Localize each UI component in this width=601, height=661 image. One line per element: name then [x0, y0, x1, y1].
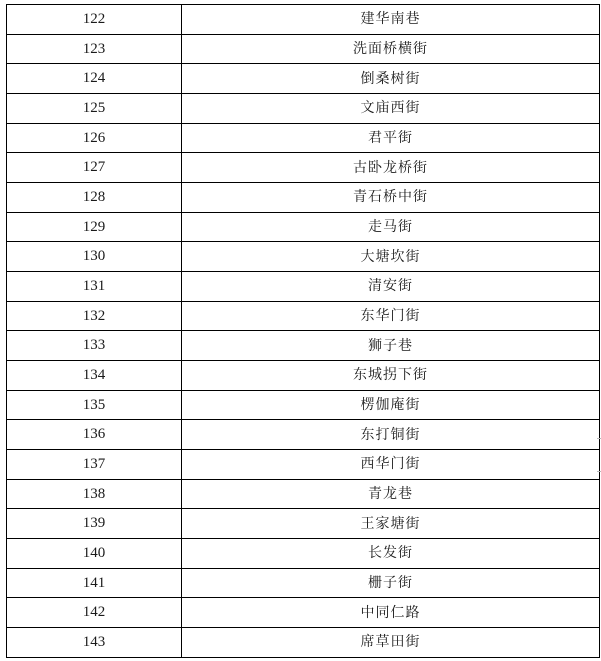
street-name-cell: 东打铜街: [182, 420, 600, 450]
row-number-cell: 133: [7, 331, 182, 361]
row-number-cell: 134: [7, 361, 182, 391]
row-number-cell: 124: [7, 64, 182, 94]
street-name-cell: 青龙巷: [182, 479, 600, 509]
table-row: [7, 5, 600, 35]
row-number-cell: 122: [7, 5, 182, 35]
street-name-cell: 栅子街: [182, 568, 600, 598]
table-row: [7, 568, 600, 598]
table-row: [7, 479, 600, 509]
table-row: [7, 420, 600, 450]
table-row: [7, 123, 600, 153]
street-name-cell: 走马街: [182, 212, 600, 242]
street-name-cell: 王家塘街: [182, 509, 600, 539]
row-number-cell: 140: [7, 539, 182, 569]
street-name-cell: 清安街: [182, 272, 600, 302]
street-name-cell: 古卧龙桥街: [182, 153, 600, 183]
row-number-cell: 128: [7, 183, 182, 213]
street-name-cell: 君平街: [182, 123, 600, 153]
table-row: [7, 94, 600, 124]
street-name-cell: 西华门街: [182, 450, 600, 480]
table-row: [7, 242, 600, 272]
row-number-cell: 131: [7, 272, 182, 302]
street-name-cell: 东城拐下街: [182, 361, 600, 391]
table-row: [7, 212, 600, 242]
street-name-cell: 楞伽庵街: [182, 390, 600, 420]
table-row: [7, 331, 600, 361]
table-row: [7, 301, 600, 331]
street-name-cell: 东华门街: [182, 301, 600, 331]
row-number-cell: 138: [7, 479, 182, 509]
street-name-cell: 席草田街: [182, 628, 600, 658]
row-number-cell: 142: [7, 598, 182, 628]
street-name-cell: 建华南巷: [182, 5, 600, 35]
table-row: [7, 390, 600, 420]
row-number-cell: 137: [7, 450, 182, 480]
street-name-cell: 洗面桥横街: [182, 34, 600, 64]
page-edge-tick: [597, 438, 601, 439]
table-row: [7, 64, 600, 94]
table-row: [7, 598, 600, 628]
street-name-cell: 大塘坎街: [182, 242, 600, 272]
row-number-cell: 126: [7, 123, 182, 153]
row-number-cell: 132: [7, 301, 182, 331]
row-number-cell: 125: [7, 94, 182, 124]
table-row: [7, 361, 600, 391]
street-name-cell: 狮子巷: [182, 331, 600, 361]
street-name-cell: 中同仁路: [182, 598, 600, 628]
street-name-cell: 文庙西街: [182, 94, 600, 124]
street-name-cell: 倒桑树街: [182, 64, 600, 94]
table-row: [7, 450, 600, 480]
page-edge-tick: [597, 471, 601, 472]
row-number-cell: 123: [7, 34, 182, 64]
row-number-cell: 135: [7, 390, 182, 420]
street-table-body: [7, 5, 600, 658]
street-name-cell: 青石桥中街: [182, 183, 600, 213]
row-number-cell: 129: [7, 212, 182, 242]
table-row: [7, 539, 600, 569]
table-row: [7, 272, 600, 302]
street-name-cell: 长发街: [182, 539, 600, 569]
table-row: [7, 509, 600, 539]
row-number-cell: 136: [7, 420, 182, 450]
row-number-cell: 141: [7, 568, 182, 598]
table-row: [7, 183, 600, 213]
table-row: [7, 153, 600, 183]
table-row: [7, 34, 600, 64]
row-number-cell: 130: [7, 242, 182, 272]
table-row: [7, 628, 600, 658]
street-list-table: [6, 4, 600, 658]
row-number-cell: 127: [7, 153, 182, 183]
row-number-cell: 143: [7, 628, 182, 658]
row-number-cell: 139: [7, 509, 182, 539]
